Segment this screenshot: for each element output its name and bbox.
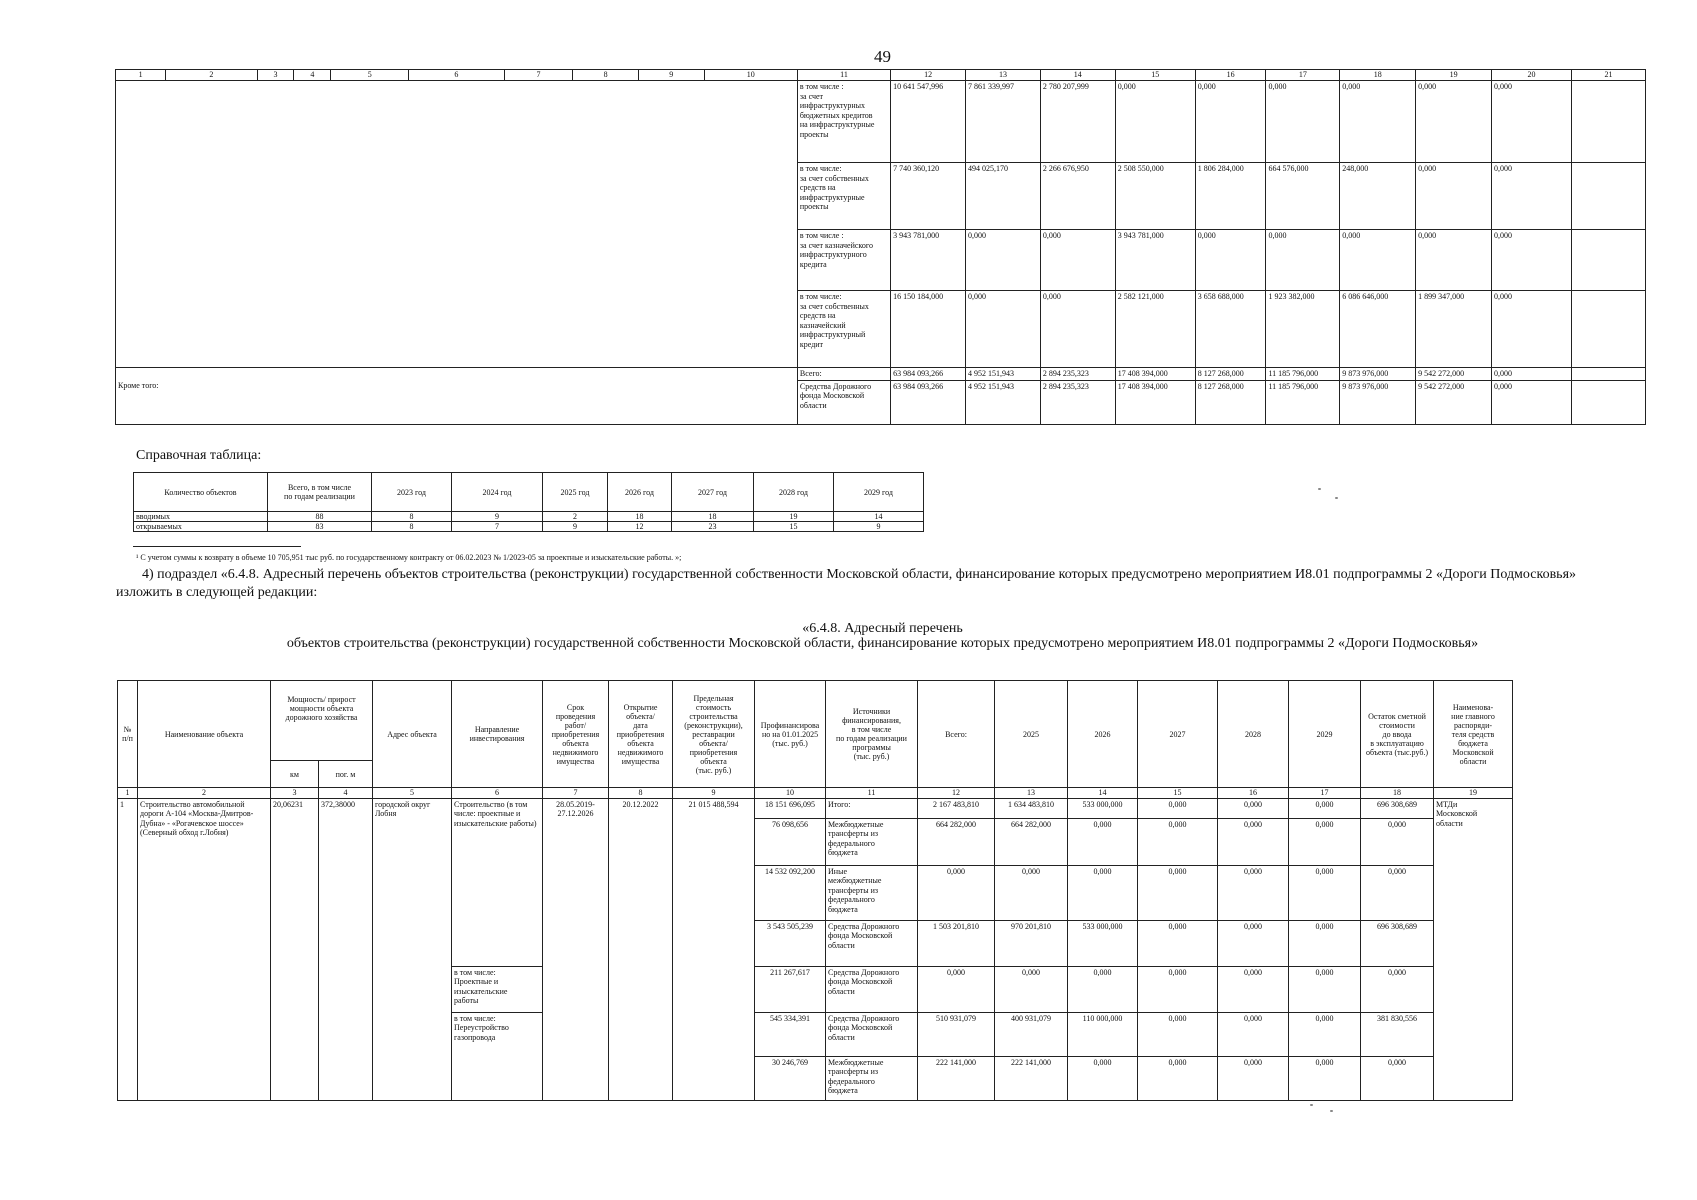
table-row: в том числе : за счет инфраструктурных бюджетных кредитов на инфраструктурные проекты 10 641 547,996 7 861 339,997 2 780 207,999 0,000 0,000 0,000 0,000 0,000 0,000 bbox=[116, 81, 1646, 163]
footnote-divider bbox=[133, 546, 301, 547]
table-row: вводимых 88 8 9 2 18 18 19 14 bbox=[134, 512, 924, 522]
reference-table-title: Справочная таблица: bbox=[136, 448, 262, 463]
table-row: в том числе : за счет казначейского инфраструктурного кредита 3 943 781,000 0,000 0,000 3 943 781,000 0,000 0,000 0,000 0,000 0,000 bbox=[116, 230, 1646, 291]
page-number: 49 bbox=[874, 47, 891, 66]
kromе-tого-label: Кроме того: bbox=[116, 380, 798, 424]
index-row: 1 2 3 4 5 6 7 8 9 10 11 12 13 14 15 16 17 18 19 20 21 bbox=[116, 70, 1646, 81]
reference-header-row: Количество объектов Всего, в том числе по годам реализации 2023 год 2024 год 2025 год 2026 год 2027 год 2028 год 2029 год bbox=[134, 473, 924, 512]
section-title: «6.4.8. Адресный перечень bbox=[802, 621, 963, 636]
scan-speck bbox=[1310, 1104, 1313, 1106]
table-row: в том числе: за счет собственных средств на инфраструктурные проекты 7 740 360,120 494 025,170 2 266 676,950 2 508 550,000 1 806 284,000 664 576,000 248,000 0,000 0,000 bbox=[116, 163, 1646, 230]
table-row: 14 532 092,200 Иные межбюджетные трансферты из федерального бюджета 0,000 0,000 0,000 0,000 0,000 0,000 0,000 bbox=[118, 865, 1513, 920]
table-row: в том числе: за счет собственных средств на казначейский инфраструктурный кредит 16 150 184,000 0,000 0,000 2 582 121,000 3 658 688,000 1 923 382,000 6 086 646,000 1 899 347,000 0,000 bbox=[116, 291, 1646, 368]
continuation-table bbox=[115, 69, 1646, 425]
index-row: 1 2 3 4 5 6 7 8 9 10 11 12 13 14 15 16 17 18 19 bbox=[118, 788, 1513, 799]
address-list-table bbox=[117, 680, 1513, 1101]
table-row: 76 098,656 Межбюджетные трансферты из федерального бюджета 664 282,000 664 282,000 0,000 0,000 0,000 0,000 0,000 bbox=[118, 818, 1513, 865]
table-row: 3 543 505,239 Средства Дорожного фонда Московской области 1 503 201,810 970 201,810 533 000,000 0,000 0,000 0,000 696 308,689 bbox=[118, 920, 1513, 966]
header-subrow: км пог. м bbox=[118, 761, 1513, 788]
table-row: Всего: 63 984 093,266 4 952 151,943 2 894 235,323 17 408 394,000 8 127 268,000 11 185 796,000 9 873 976,000 9 542 272,000 0,000 bbox=[116, 368, 1646, 381]
table-row: 30 246,769 Межбюджетные трансферты из федерального бюджета 222 141,000 222 141,000 0,000 0,000 0,000 0,000 0,000 bbox=[118, 1056, 1513, 1100]
reference-table bbox=[133, 472, 924, 532]
scan-speck bbox=[1335, 497, 1338, 499]
amendment-paragraph: 4) подраздел «6.4.8. Адресный перечень объектов строительства (реконструкции) государственной собственности Московской области, финансирование которых предусмотрено мероприятием И8.01 подпрограммы 2 «Дороги Подмосковья» изложить в следующей редакции: bbox=[116, 567, 1577, 600]
table-row: в том числе: Переустройство газопровода 545 334,391 Средства Дорожного фонда Московской области 510 931,079 400 931,079 110 000,000 0,000 0,000 0,000 381 830,556 bbox=[118, 1012, 1513, 1056]
table-row: открываемых 83 8 7 9 12 23 15 9 bbox=[134, 522, 924, 532]
header-row: № п/п Наименование объекта Мощность/ прирост мощности объекта дорожного хозяйства Адрес объекта Направление инвестирования Срок проведения работ/ приобретения объекта недвижимого имущества Открытие объекта/ дата приобретения объекта недвижимого имущества Предельная стоимость строительства (реконструкции), реставрации объекта/ приобретения объекта (тыс. руб.) Профинансирова но на 01.01.2025 (тыс. руб.) Источники финансирования, в том числе по годам реализации программы (тыс. руб.) Всего: 2025 2026 2027 2028 2029 Остаток сметной стоимости до ввода в эксплуатацию объекта (тыс.руб.) Наименова- ние главного распоряди- теля средств бюджета Московской области bbox=[118, 681, 1513, 761]
table-row: Кроме того: Средства Дорожного фонда Московской области 63 984 093,266 4 952 151,943 2 894 235,323 17 408 394,000 8 127 268,000 11 185 796,000 9 873 976,000 9 542 272,000 0,000 bbox=[116, 380, 1646, 424]
scan-speck bbox=[1330, 1110, 1333, 1112]
scan-speck bbox=[1318, 488, 1321, 490]
table-row: в том числе: Проектные и изыскательские работы 211 267,617 Средства Дорожного фонда Московской области 0,000 0,000 0,000 0,000 0,000 0,000 0,000 bbox=[118, 966, 1513, 1012]
table-row: 1 Строительство автомобильной дороги А-104 «Москва-Дмитров-Дубна» - «Рогачевское шоссе» (Северный обход г.Лобня) 20,06231 372,38000 городской округ Лобня Строительство (в том числе: проектные и изыскательские работы) 28.05.2019- 27.12.2026 20.12.2022 21 015 488,594 18 151 696,095 Итого: 2 167 483,810 1 634 483,810 533 000,000 0,000 0,000 0,000 696 308,689 МТДи Московской области bbox=[118, 798, 1513, 818]
footnote: ¹ С учетом суммы к возврату в объеме 10 705,951 тыс руб. по государственному контракту от 06.02.2023 № 1/2023-05 за проектные и изыскательские работы. »; bbox=[136, 553, 682, 562]
section-subtitle: объектов строительства (реконструкции) государственной собственности Московской области, финансирование которых предусмотрено мероприятием И8.01 подпрограммы 2 «Дороги Подмосковья» bbox=[286, 636, 1479, 651]
